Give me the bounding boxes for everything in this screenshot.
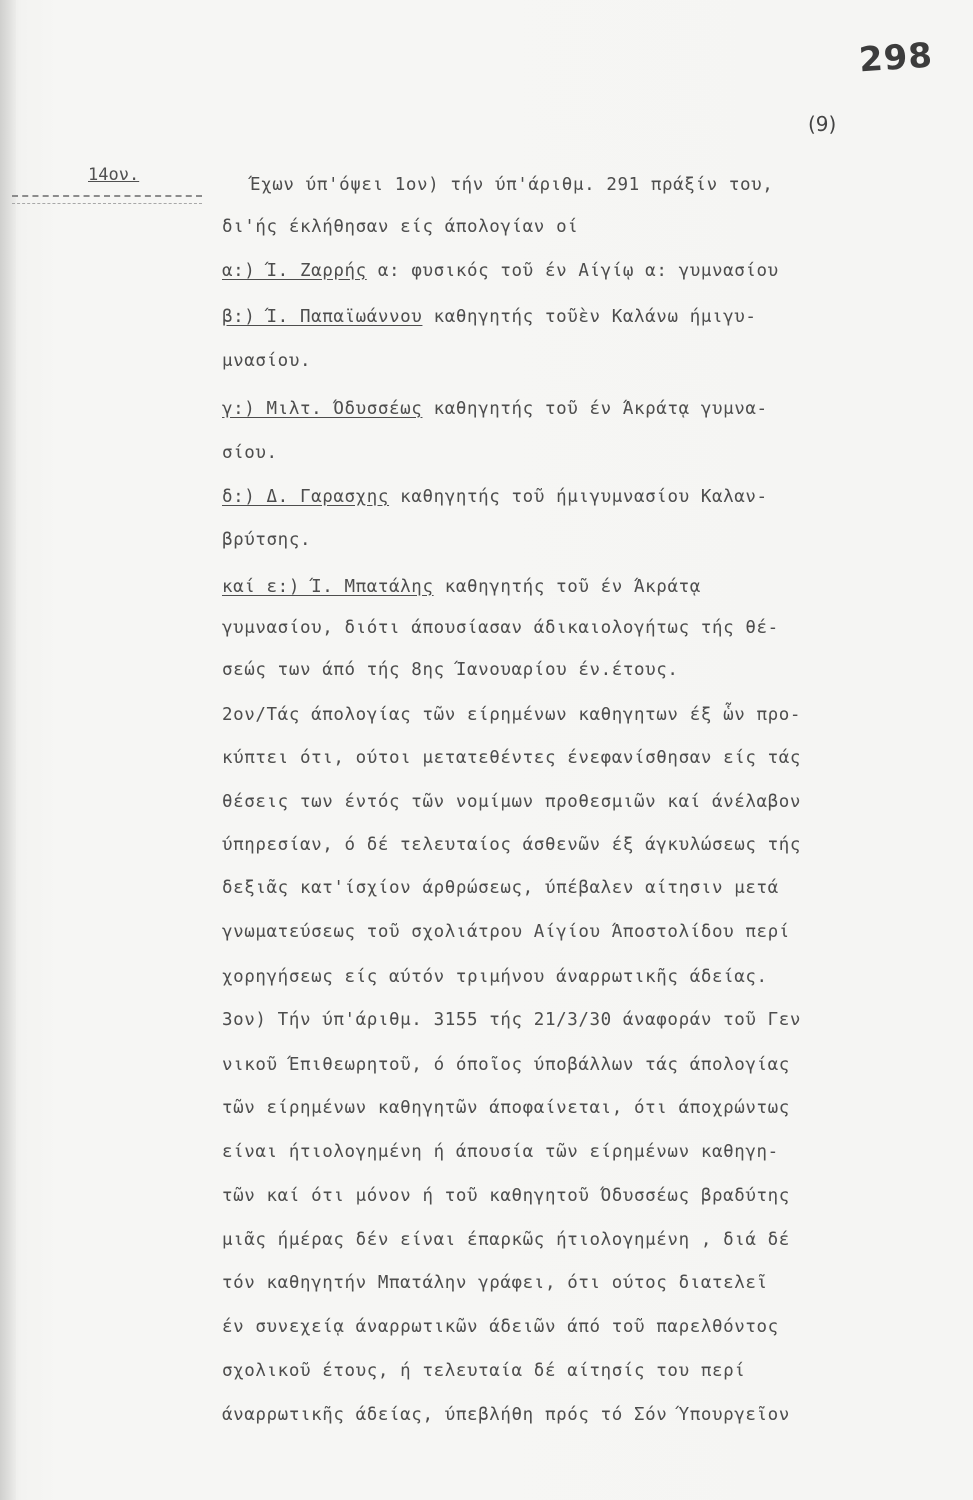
text-line [222,302,757,332]
text-line [222,1268,768,1298]
text-line [222,394,768,424]
text-segment: τῶν είρημένων καθηγητῶν άποφαίνεται, ότι άποχρώντως [222,1098,790,1118]
text-segment: σχολικοῦ έτους, ή τελευταία δέ αίτησίς του περί [222,1361,746,1381]
text-line [222,613,779,643]
text-line [222,655,679,685]
text-segment: άναρρωτικῆς άδείας, ύπεβλήθη πρός τό Σόν Ύπουργεῖον [222,1405,790,1425]
text-segment: καθηγητής τοῦ έν Άκράτᾳ γυμνα- [422,399,768,419]
text-line [222,743,801,773]
underlined-name: α:) Ί. Ζαρρής [222,261,367,281]
margin-section-label: 14ον. [88,165,140,185]
text-line [222,525,311,555]
text-segment: δι'ής έκλήθησαν είς άπολογίαν οί [222,217,579,237]
text-segment: καθηγητής τοῦ ήμιγυμνασίου Καλαν- [389,487,768,507]
text-segment: είναι ήτιολογημένη ή άπουσία τῶν είρημένων καθηγη- [222,1142,779,1162]
text-segment: καθηγητής τοῦ έν Άκράτᾳ [433,577,701,597]
text-segment: σεώς των άπό τής 8ης Ίανουαρίου έν.έτους. [222,660,679,680]
text-segment: δεξιᾶς κατ'ίσχίον άρθρώσεως, ύπέβαλεν αίτησιν μετά [222,878,779,898]
text-segment: βρύτσης. [222,530,312,550]
text-line [222,1005,801,1035]
text-line [222,572,701,602]
underlined-name: γ:) Μιλτ. Όδυσσέως [222,399,423,419]
sheet-sub-number: (9) [808,112,837,136]
text-line [222,212,578,242]
margin-dashed-rule [12,195,202,204]
page-number: 298 [857,35,935,81]
text-line [222,962,768,992]
underlined-name: δ:) Δ. Γαρασχης [222,487,390,507]
text-segment: α: φυσικός τοῦ έν Αίγίῳ α: γυμνασίου [366,261,779,281]
text-segment: Έχων ύπ'όψει 1ον) τήν ύπ'άριθμ. 291 πράξίν του, [250,175,774,195]
text-line [250,170,773,200]
text-line [222,700,801,730]
text-segment: γυμνασίου, διότι άπουσίασαν άδικαιολογήτως τής θέ- [222,618,779,638]
text-line [222,830,801,860]
text-line [222,256,779,286]
text-segment: γνωματεύσεως τοῦ σχολιάτρου Αίγίου Άποστολίδου περί [222,922,790,942]
text-segment: κύπτει ότι, ούτοι μετατεθέντες ένεφανίσθησαν είς τάς [222,748,802,768]
page-edge-shadow [0,0,16,1500]
text-line [222,1181,790,1211]
text-segment: έν συνεχείᾳ άναρρωτικῶν άδειῶν άπό τοῦ παρελθόντος [222,1317,779,1337]
text-line [222,1137,779,1167]
text-segment: νικοῦ Έπιθεωρητοῦ, ό όποῖος ύποβάλλων τάς άπολογίας [222,1055,790,1075]
text-line [222,917,790,947]
text-line [222,482,768,512]
text-line [222,1312,779,1342]
text-line [222,1050,790,1080]
text-line [222,1400,790,1430]
text-segment: μιᾶς ήμέρας δέν είναι έπαρκῶς ήτιολογημένη , διά δέ [222,1230,790,1250]
text-line [222,873,779,903]
text-line [222,1356,745,1386]
text-segment: μνασίου. [222,351,312,371]
text-line [222,346,311,376]
text-line [222,787,801,817]
underlined-name: καί ε:) Ί. Μπατάλης [222,577,434,597]
text-segment: ύπηρεσίαν, ό δέ τελευταίος άσθενῶν έξ άγκυλώσεως τής [222,835,802,855]
text-segment: 3ον) Τήν ύπ'άριθμ. 3155 τής 21/3/30 άναφοράν τοῦ Γεν [222,1010,802,1030]
underlined-name: β:) Ί. Παπαϊωάννου [222,307,423,327]
text-segment: 2ον/Τάς άπολογίας τῶν είρημένων καθηγητων έξ ὧν προ- [222,705,802,725]
text-line [222,1225,790,1255]
text-segment: χορηγήσεως είς αύτόν τριμήνου άναρρωτικῆς άδείας. [222,967,768,987]
text-segment: τόν καθηγητήν Μπατάλην γράφει, ότι ούτος διατελεῖ [222,1273,768,1293]
text-line [222,1093,790,1123]
text-segment: τῶν καί ότι μόνον ή τοῦ καθηγητοῦ Όδυσσέως βραδύτης [222,1186,790,1206]
text-segment: σίου. [222,443,278,463]
text-line [222,438,278,468]
text-segment: καθηγητής τοῦὲν Καλάνω ήμιγυ- [422,307,757,327]
text-segment: θέσεις των έντός τῶν νομίμων προθεσμιῶν καί άνέλαβον [222,792,802,812]
